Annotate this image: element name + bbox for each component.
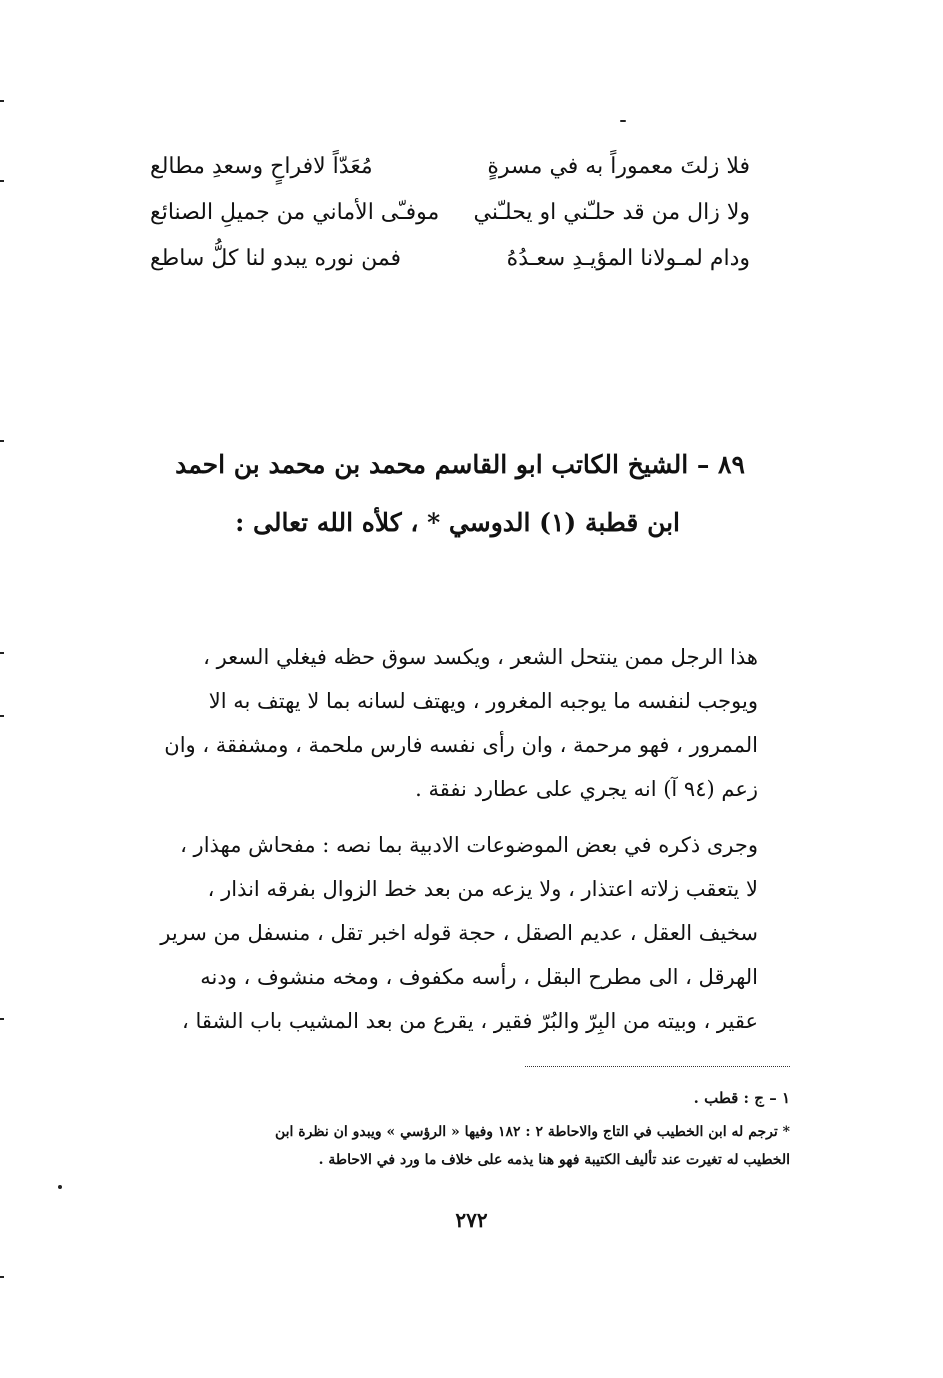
paragraph-line: زعم (٩٤ آ) انه يجري على عطارد نفقة . [415, 777, 758, 801]
paragraph-line: الهرقل ، الى مطرح البقل ، رأسه مكفوف ، ومخه منشوف ، ودنه [200, 965, 758, 989]
paragraph-line: سخيف العقل ، عديم الصقل ، حجة قوله اخبر تقل ، منسفل من سرير [160, 921, 758, 945]
scan-dot-mark [620, 120, 626, 122]
page-number: ٢٧٢ [455, 1208, 488, 1232]
poem-verse [150, 191, 750, 235]
footnote-2-line-1: * ترجم له ابن الخطيب في التاج والاحاطة ٢ : ١٨٢ وفيها « الرؤسي » ويبدو ان نظرة ابن [274, 1124, 790, 1140]
paragraph-line: هذا الرجل ممن ينتحل الشعر ، ويكسد سوق حظه فيغلي السعر ، [203, 645, 758, 669]
footnote-2-line-2: الخطيب له تغيرت عند تأليف الكتيبة فهو هنا يذمه على خلاف ما ورد في الاحاطة . [318, 1152, 790, 1168]
paragraph-line: لا يتعقب زلاته اعتذار ، ولا يزعه من بعد خط الزوال بفرقه انذار ، [207, 877, 758, 901]
poem-verse [150, 145, 750, 189]
paragraph-line: الممرور ، فهو مرحمة ، وان رأى نفسه فارس ملحمة ، ومشفقة ، وان [164, 733, 758, 757]
footnote-separator [525, 1066, 790, 1067]
poem-hemistich-second: مُعَدّاً لافراحٍ وسعدِ مطالع [150, 154, 373, 179]
footnote-1: ١ – ج : قطب . [693, 1089, 790, 1107]
poem-hemistich-second: موفـّى الأماني من جميلِ الصنائع [150, 200, 440, 225]
paragraph-line: وجرى ذكره في بعض الموضوعات الادبية بما نصه : مفحاش مهذار ، [180, 833, 758, 857]
entry-heading-line-2: ابن قطبة (١) الدوسي * ، كلأه الله تعالى : [235, 508, 680, 537]
scan-edge-mark [0, 1018, 4, 1020]
entry-heading-line-1: ٨٩ – الشيخ الكاتب ابو القاسم محمد بن محمد بن احمد [175, 450, 745, 479]
scan-dot-mark [58, 1185, 62, 1189]
paragraph-line: عقير ، وبيته من البِرّ والبُرّ فقير ، يقرع من بعد المشيب باب الشقا ، [182, 1009, 758, 1033]
scan-edge-mark [0, 652, 4, 654]
scan-edge-mark [0, 100, 4, 102]
poem-hemistich-first: ودام لمـولانا المؤيـدِ سعـدُهُ [506, 246, 750, 271]
poem-hemistich-first: ولا زال من قد حلـّني او يحلـّني [473, 200, 750, 225]
poem-hemistich-second: فمن نوره يبدو لنا كلُّ ساطع [150, 246, 402, 271]
poem-verse [150, 237, 750, 281]
poem-hemistich-first: فلا زلتَ معموراً به في مسرةٍ [487, 154, 750, 179]
paragraph-line: ويوجب لنفسه ما يوجبه المغرور ، ويهتف لسانه بما لا يهتف به الا [208, 689, 758, 713]
scan-edge-mark [0, 440, 4, 442]
scan-edge-mark [0, 715, 4, 717]
scan-edge-mark [0, 1276, 4, 1278]
scan-edge-mark [0, 180, 4, 182]
